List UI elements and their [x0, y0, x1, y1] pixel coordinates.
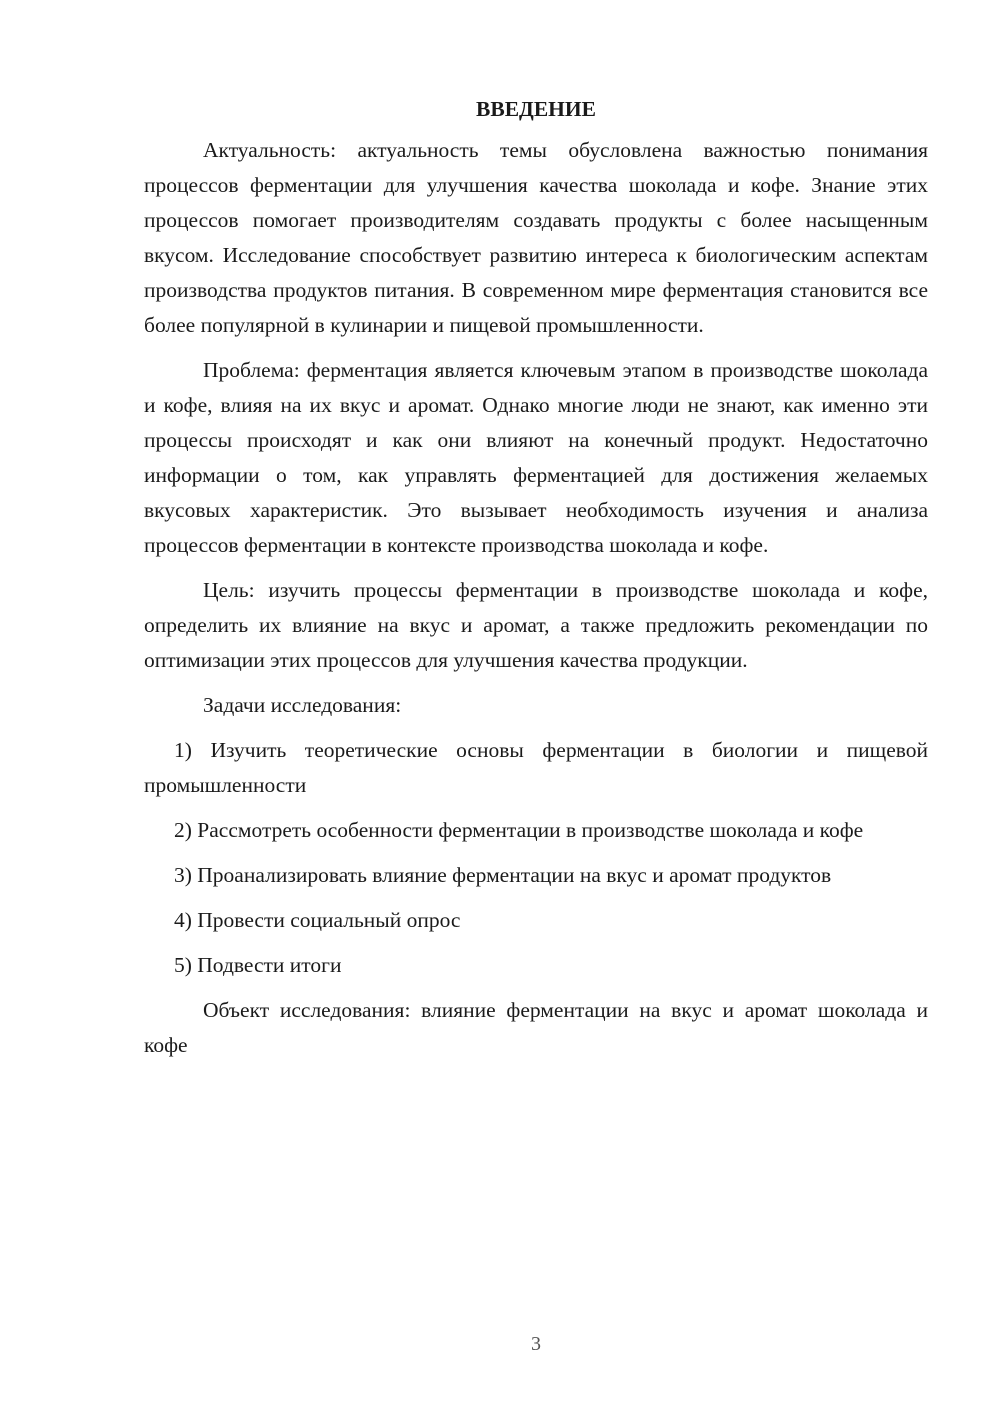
task-item: 5) Подвести итоги [174, 953, 342, 977]
task-item: 2) Рассмотреть особенности ферментации в производстве шоколада и кофе [174, 818, 864, 842]
relevance-paragraph: Актуальность: актуальность темы обусловлена важностью понимания процессов ферментации для улучшения качества шоколада и кофе. Знание этих процессов помогает производителям создавать продукты с более насыщенным вкусом. Исследование способствует развитию интереса к биологическим аспектам производства продуктов питания. В современном мире ферментация становится все более популярной в кулинарии и пищевой промышленности. [144, 138, 928, 337]
goal-paragraph: Цель: изучить процессы ферментации в производстве шоколада и кофе, определить их влияние на вкус и аромат, а также предложить рекомендации по оптимизации этих процессов для улучшения качества продукции. [144, 578, 928, 672]
problem-paragraph: Проблема: ферментация является ключевым этапом в производстве шоколада и кофе, влияя на их вкус и аромат. Однако многие люди не знают, как именно эти процессы происходят и как они влияют на конечный продукт. Недостаточно информации о том, как управлять ферментацией для достижения желаемых вкусовых характеристик. Это вызывает необходимость изучения и анализа процессов ферментации в контексте производства шоколада и кофе. [144, 358, 928, 557]
object-paragraph: Объект исследования: влияние ферментации на вкус и аромат шоколада и кофе [144, 998, 928, 1057]
task-item: 1) Изучить теоретические основы ферментации в биологии и пищевой промышленности [144, 738, 928, 797]
document-page [144, 92, 928, 1073]
page-number: 3 [531, 1333, 541, 1355]
tasks-heading: Задачи исследования: [203, 693, 402, 717]
page-title: ВВЕДЕНИЕ [476, 97, 596, 121]
task-item: 3) Проанализировать влияние ферментации на вкус и аромат продуктов [174, 863, 832, 887]
task-item: 4) Провести социальный опрос [174, 908, 461, 932]
